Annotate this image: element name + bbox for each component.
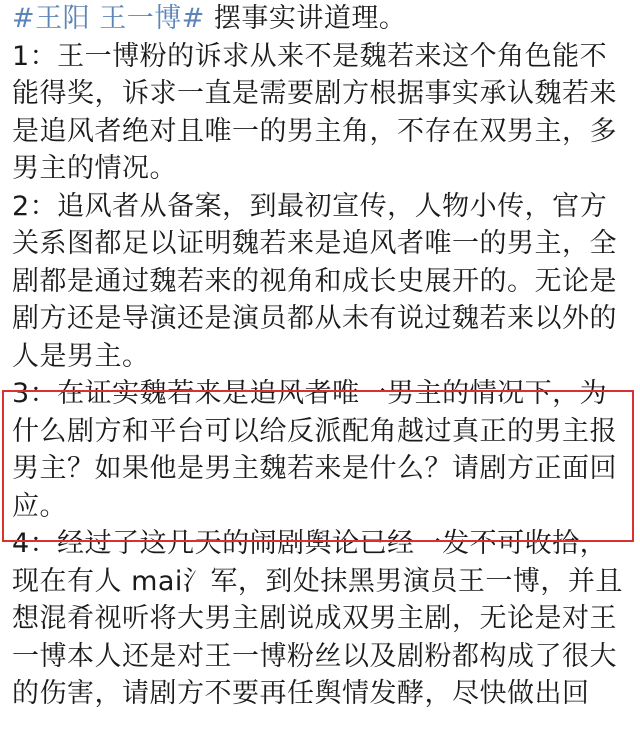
post-title-line — [12, 0, 634, 38]
text-line: 剧方还是导演还是演员都从未有说过魏若来以外的 — [12, 303, 617, 334]
highlighted-text-line: 男主？如果他是男主魏若来是什么？请剧方正面回 — [12, 453, 617, 484]
post-title: 摆事实讲道理。 — [204, 3, 407, 34]
highlighted-text-line: 什么剧方和平台可以给反派配角越过真正的男主报 — [12, 415, 617, 447]
text-line: 关系图都足以证明魏若来是追风者唯一的男主，全 — [12, 228, 617, 259]
text-line: 现在有人 mai氵军，到处抹黑男演员王一博，并且 — [12, 565, 623, 597]
text-line: 4：经过了这几天的闹剧舆论已经一发不可收拾， — [12, 528, 608, 559]
text-line: 人是男主。 — [12, 340, 150, 372]
highlighted-text-line: 应。 — [12, 490, 67, 522]
text-line: 想混肴视听将大男主剧说成双男主剧，无论是对王 — [12, 603, 617, 634]
text-line: 2：追风者从备案，到最初宣传，人物小传，官方 — [12, 190, 608, 222]
highlighted-text-line: 3：在证实魏若来是追风者唯一男主的情况下，为 — [12, 378, 608, 409]
text-line: 剧都是通过魏若来的视角和成长史展开的。无论是 — [12, 265, 617, 297]
text-line: 的伤害，请剧方不要再任舆情发酵，尽快做出回 — [12, 678, 590, 709]
hashtag-link[interactable]: #王阳 王一博# — [12, 3, 205, 34]
text-line: 男主的情况。 — [12, 153, 177, 184]
post-body — [12, 0, 634, 713]
text-line: 一博本人还是对王一博粉丝以及剧粉都构成了很大 — [12, 640, 617, 672]
text-line: 是追风者绝对且唯一的男主角，不存在双男主，多 — [12, 115, 617, 147]
text-line: 1：王一博粉的诉求从来不是魏若来这个角色能不 — [12, 40, 608, 72]
text-line: 能得奖，诉求一直是需要剧方根据事实承认魏若来 — [12, 78, 617, 109]
